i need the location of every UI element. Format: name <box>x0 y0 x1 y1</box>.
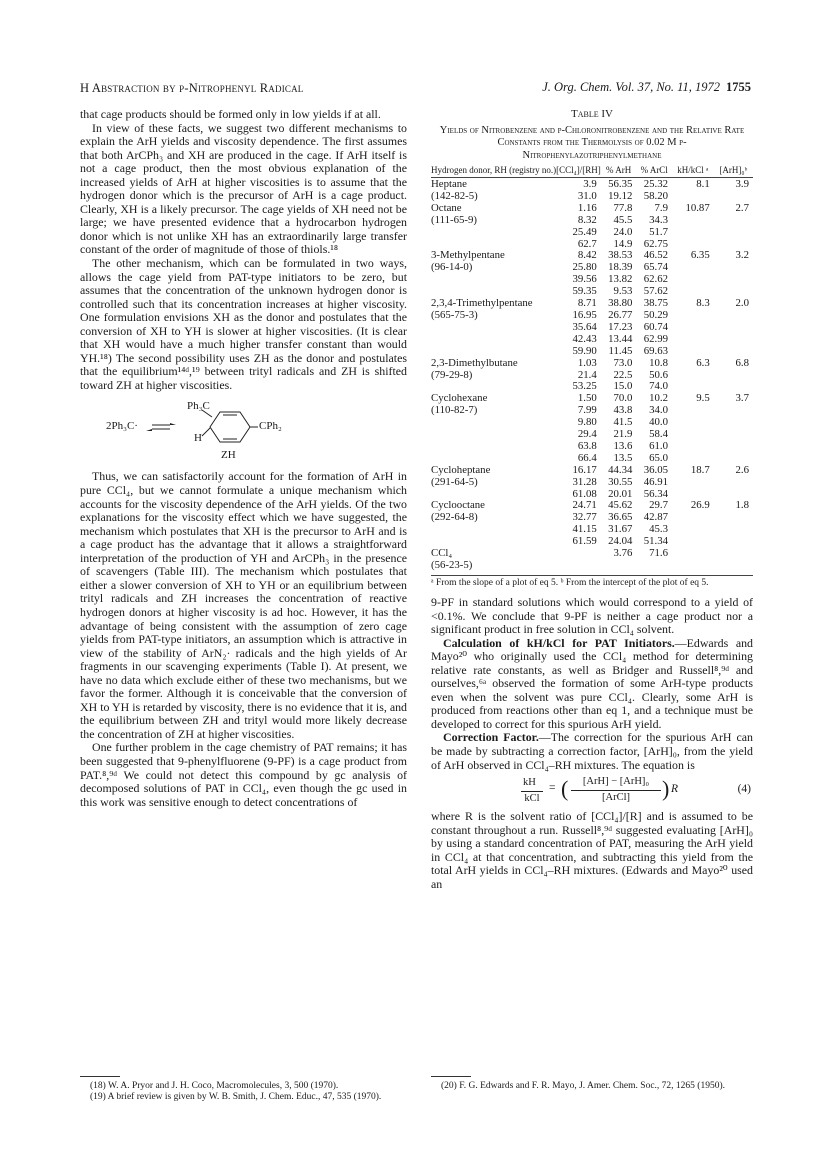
journal-header <box>542 80 751 95</box>
value-cell: 39.56 <box>572 273 597 286</box>
page-number: 1755 <box>726 80 751 94</box>
donor-cell: Heptane <box>431 178 467 190</box>
value-cell <box>714 322 753 334</box>
eq-lhs-num: kH <box>523 777 536 789</box>
running-title: H Abstraction by p-Nitrophenyl Radical <box>80 81 304 95</box>
table-row <box>431 334 753 346</box>
value-cell: 61.08 <box>572 487 597 500</box>
eq-number: (4) <box>737 783 751 796</box>
section-text: —The correction for the spurious ArH can be made by subtracting a correction factor, [ArH]₀, from the yield of ArH observed in CCl₄–RH mixtures. The equation is <box>431 730 753 772</box>
value-cell: 74.0 <box>649 380 669 393</box>
value-cell: 10.8 <box>649 356 669 369</box>
value-cell: 59.90 <box>572 344 597 357</box>
value-cell <box>672 477 714 489</box>
scheme-h-label: H <box>194 432 202 445</box>
donor-cell <box>431 441 556 453</box>
value-cell: 62.99 <box>643 332 669 345</box>
table-header-row <box>431 165 753 178</box>
value-cell <box>672 322 714 334</box>
value-cell: 8.42 <box>577 249 597 262</box>
value-cell: 61.0 <box>649 439 669 452</box>
eq-equals: = <box>549 782 556 795</box>
value-cell: 15.0 <box>613 380 633 393</box>
value-cell <box>714 560 753 572</box>
paragraph: The other mechanism, which can be formulated in two ways, allows the cage yield from PAT-type initiators to be zero, but assumes that the concentration of the unknown hydrogen donor is controlled such that its concentration increases at higher viscosity. One formulation envisions XH as the donor and postulates that the conversion of XH to YH is slower at higher viscosities. (It is clear that XH would have a much higher transfer constant than would YH.¹⁸) The second possibility uses ZH as the donor and postulates that the equilibrium¹⁴ᵈ,¹⁹ between trityl radicals and ZH is shifted toward ZH at higher viscosities. <box>80 256 407 392</box>
scheme-product-label: ZH <box>221 449 236 462</box>
eq-factor: R <box>671 783 679 796</box>
value-cell: 14.9 <box>613 237 633 250</box>
value-cell: 70.0 <box>613 392 633 405</box>
value-cell: 38.53 <box>608 249 633 262</box>
value-cell: 46.91 <box>643 475 669 488</box>
value-cell <box>714 262 753 274</box>
value-cell: 42.43 <box>572 332 597 345</box>
value-cell: 34.3 <box>649 213 669 226</box>
value-cell <box>672 334 714 346</box>
value-cell <box>714 215 753 227</box>
paragraph: One further problem in the cage chemistry of PAT remains; it has been suggested that 9-phenylfluorene (9-PF) is a cage product from PAT.⁸,⁹ᵈ We could not detect this compound by gc analysis of decomposed solutions of PAT in CCl₄, even though the gc used in this work was sensitive enough to detect concentrations of <box>80 740 407 809</box>
table-row <box>431 560 753 572</box>
value-cell <box>714 441 753 453</box>
value-cell <box>636 560 672 572</box>
value-cell <box>672 441 714 453</box>
value-cell: 31.67 <box>608 523 633 536</box>
paragraph <box>431 731 753 772</box>
donor-cell: (110-82-7) <box>431 404 478 417</box>
value-cell: 9.80 <box>577 416 597 429</box>
value-cell: 50.29 <box>643 308 669 321</box>
donor-cell <box>431 274 556 286</box>
value-cell <box>672 536 714 548</box>
right-column-text <box>431 596 753 891</box>
value-cell: 8.3 <box>696 297 710 310</box>
eq-right-paren: ) <box>662 776 670 802</box>
paragraph: where R is the solvent ratio of [CCl₄]/[R] and is assumed to be constant throughout a run. Russell⁸,⁹ᵈ suggested evaluating [ArH]₀ by using a standard concentration of PAT, measuring the ArH yield in CCl₄ at that concentration, and subtracting this yield from the total ArH yields in CCl₄–RH mixtures. (Edwards and Mayo²⁰ used an <box>431 809 753 891</box>
value-cell: 69.63 <box>643 344 669 357</box>
value-cell <box>672 262 714 274</box>
value-cell: 17.23 <box>608 320 633 333</box>
value-cell: 38.80 <box>608 297 633 310</box>
section-heading: Calculation of kH/kCl for PAT Initiators. <box>443 635 675 650</box>
value-cell: 66.4 <box>577 451 597 464</box>
value-cell: 65.74 <box>643 261 669 274</box>
value-cell <box>672 548 714 560</box>
col-header: % ArH <box>601 165 637 178</box>
value-cell: 53.25 <box>572 380 597 393</box>
table-row <box>431 477 753 489</box>
paragraph: Thus, we can satisfactorily account for the formation of ArH in pure CCl₄, but we cannot formulate a unique mechanism which accounts for the viscosity dependence of the ArH yields. Of the two explanations for the viscosity effect which we have suggested, the mechanism which postulates that XH is the precursor to ArH and is a cage product has the advantage that it allows a straightforward interpretation of the production of YH and ArCPh₃ in the presence of scavengers (Table III). The mechanism which postulates that either a slower conversion of XH to YH or an equilibrium between trityl radicals and ZH increases the concentration of reactive hydrogen donors at higher viscosity is ad hoc. However, it has the advantage of being consistent with the assumption of zero cage yields from PAT-type initiators, an assumption which is attractive in view of the stability of ArN₂· radicals and the high yields of Ar fragments in our scavenging experiments (Table I). At present, we have no data which exclude either of these two mechanisms, but we favor the former. Although it is conceivable that the conversion of XH to YH is retarded by viscosity, there is no evidence that it is, and the equilibrium between ZH and trityl would more likely decrease the concentration of ZH at higher viscosities. <box>80 469 407 741</box>
value-cell: 9.5 <box>696 392 710 405</box>
value-cell <box>714 548 753 560</box>
donor-cell: Octane <box>431 201 462 214</box>
value-cell: 13.6 <box>613 439 633 452</box>
value-cell: 58.20 <box>643 189 669 202</box>
table-row <box>431 178 753 191</box>
scheme-top-group: Ph₃C <box>187 400 210 413</box>
value-cell: 77.8 <box>613 201 633 214</box>
value-cell <box>672 405 714 417</box>
value-cell: 16.95 <box>572 308 597 321</box>
paragraph <box>431 637 753 732</box>
value-cell: 13.5 <box>613 451 633 464</box>
donor-cell: (111-65-9) <box>431 213 477 226</box>
value-cell: 18.7 <box>690 463 710 476</box>
footnote: (20) F. G. Edwards and F. R. Mayo, J. Amer. Chem. Soc., 72, 1265 (1950). <box>441 1081 725 1091</box>
donor-cell: Cycloheptane <box>431 463 491 476</box>
value-cell: 21.9 <box>613 428 633 441</box>
donor-cell: 2,3-Dimethylbutane <box>431 356 518 369</box>
value-cell <box>556 548 601 560</box>
value-cell: 34.0 <box>649 404 669 417</box>
value-cell <box>714 453 753 465</box>
value-cell: 42.87 <box>643 511 669 524</box>
value-cell: 24.0 <box>613 225 633 238</box>
value-cell: 2.0 <box>735 297 749 310</box>
table-iv <box>431 108 753 589</box>
value-cell: 1.8 <box>735 499 749 512</box>
footnote-rule <box>80 1076 120 1077</box>
footnote-rule <box>431 1076 471 1077</box>
value-cell <box>714 274 753 286</box>
value-cell: 40.0 <box>649 416 669 429</box>
value-cell: 1.16 <box>577 201 597 214</box>
value-cell: 51.7 <box>649 225 669 238</box>
scheme-reactant: 2Ph₃C· <box>106 420 138 433</box>
value-cell <box>672 512 714 524</box>
table-row <box>431 465 753 477</box>
value-cell: 11.45 <box>608 344 633 357</box>
donor-cell: 2,3,4-Trimethylpentane <box>431 297 533 310</box>
value-cell: 24.04 <box>608 535 633 548</box>
value-cell <box>714 334 753 346</box>
value-cell <box>672 227 714 239</box>
value-cell: 26.9 <box>690 499 710 512</box>
table-row <box>431 358 753 370</box>
right-footnote <box>431 1081 753 1092</box>
value-cell: 25.80 <box>572 261 597 274</box>
value-cell <box>714 524 753 536</box>
donor-cell <box>431 334 556 346</box>
value-cell: 62.62 <box>643 273 669 286</box>
donor-cell: (96-14-0) <box>431 261 473 274</box>
value-cell: 59.35 <box>572 285 597 298</box>
left-footnotes <box>80 1081 407 1103</box>
donor-cell: Cyclohexane <box>431 392 488 405</box>
donor-cell: 3-Methylpentane <box>431 249 505 262</box>
value-cell: 63.8 <box>577 439 597 452</box>
value-cell: 18.39 <box>608 261 633 274</box>
value-cell: 24.71 <box>572 499 597 512</box>
value-cell: 20.01 <box>608 487 633 500</box>
value-cell <box>714 370 753 382</box>
eq-left-paren: ( <box>561 776 569 802</box>
value-cell: 32.77 <box>572 511 597 524</box>
value-cell <box>714 227 753 239</box>
value-cell: 2.6 <box>735 463 749 476</box>
donor-cell: (292-64-8) <box>431 511 478 524</box>
left-column <box>80 108 407 809</box>
eq-lhs-den: kCl <box>521 791 543 806</box>
col-header: [ArH]₀ᵇ <box>714 165 753 178</box>
value-cell: 50.6 <box>649 368 669 381</box>
value-cell <box>714 512 753 524</box>
table-row <box>431 322 753 334</box>
value-cell: 41.5 <box>613 416 633 429</box>
table-caption: Yields of Nitrobenzene and p-Chloronitrobenzene and the Relative Rate Constants from the Thermolysis of 0.02 M p-Nitrophenylazotriphenylmethane <box>439 124 745 161</box>
value-cell <box>714 417 753 429</box>
equation-4 <box>431 772 753 810</box>
value-cell: 62.7 <box>577 237 597 250</box>
value-cell: 6.35 <box>690 249 710 262</box>
donor-cell: Cyclooctane <box>431 499 485 512</box>
table-row <box>431 227 753 239</box>
value-cell <box>672 310 714 322</box>
value-cell: 3.7 <box>735 392 749 405</box>
value-cell: 43.8 <box>613 404 633 417</box>
value-cell: 19.12 <box>608 189 633 202</box>
donor-cell: (565-75-3) <box>431 308 478 321</box>
value-cell: 56.35 <box>608 178 633 190</box>
value-cell: 2.7 <box>735 201 749 214</box>
footnote: (19) A brief review is given by W. B. Smith, J. Chem. Educ., 47, 535 (1970). <box>90 1092 382 1102</box>
value-cell: 22.5 <box>613 368 633 381</box>
donor-cell <box>431 524 556 536</box>
value-cell: 21.4 <box>577 368 597 381</box>
col-header: Hydrogen donor, RH (registry no.) <box>431 165 556 178</box>
col-header: [CCl₄]/[RH] <box>556 165 601 178</box>
table-row <box>431 346 753 358</box>
table-note: ᵃ From the slope of a plot of eq 5. ᵇ From the intercept of the plot of eq 5. <box>431 575 753 589</box>
value-cell: 31.0 <box>577 189 597 202</box>
yields-table <box>431 165 753 572</box>
eq-rhs-den: [ArCl] <box>571 790 661 805</box>
value-cell <box>714 346 753 358</box>
equilibrium-scheme <box>80 398 407 460</box>
value-cell: 8.71 <box>577 297 597 310</box>
value-cell: 30.55 <box>608 475 633 488</box>
paragraph: that cage products should be formed only in low yields if at all. <box>80 107 381 121</box>
value-cell: 60.74 <box>643 320 669 333</box>
donor-cell: (56-23-5) <box>431 559 473 571</box>
value-cell: 45.5 <box>613 213 633 226</box>
value-cell <box>672 417 714 429</box>
value-cell <box>714 429 753 441</box>
value-cell: 26.77 <box>608 308 633 321</box>
table-row <box>431 453 753 465</box>
value-cell: 10.87 <box>685 201 710 214</box>
donor-cell: CCl₄ <box>431 547 453 560</box>
value-cell: 51.34 <box>643 535 669 548</box>
value-cell: 8.1 <box>696 178 710 190</box>
value-cell: 9.53 <box>613 285 633 298</box>
value-cell: 41.15 <box>572 523 597 536</box>
donor-cell <box>431 346 556 358</box>
value-cell: 6.8 <box>735 356 749 369</box>
value-cell: 7.9 <box>654 201 669 214</box>
value-cell <box>672 274 714 286</box>
value-cell: 3.76 <box>613 547 633 560</box>
value-cell: 3.9 <box>583 178 597 190</box>
donor-cell: (291-64-5) <box>431 475 478 488</box>
donor-cell <box>431 453 556 465</box>
value-cell <box>672 560 714 572</box>
value-cell <box>672 453 714 465</box>
value-cell <box>714 536 753 548</box>
journal-citation: J. Org. Chem. Vol. 37, No. 11, 1972 <box>542 80 720 94</box>
value-cell <box>672 346 714 358</box>
scheme-right-group: CPh₂ <box>259 420 282 433</box>
value-cell: 3.9 <box>735 178 749 190</box>
value-cell: 36.65 <box>608 511 633 524</box>
value-cell: 38.75 <box>643 297 669 310</box>
value-cell: 65.0 <box>649 451 669 464</box>
section-heading: Correction Factor. <box>443 730 539 745</box>
value-cell: 13.82 <box>608 273 633 286</box>
value-cell: 16.17 <box>572 463 597 476</box>
value-cell: 44.34 <box>608 463 633 476</box>
footnote: (18) W. A. Pryor and J. H. Coco, Macromolecules, 3, 500 (1970). <box>90 1081 339 1091</box>
donor-cell <box>431 417 556 429</box>
value-cell <box>672 370 714 382</box>
paragraph: 9-PF in standard solutions which would correspond to a yield of <0.1%. We conclude that 9-PF is neither a cage product nor a significant product in free solution in CCl₄ solvent. <box>431 595 753 637</box>
value-cell: 57.62 <box>643 285 669 298</box>
value-cell: 56.34 <box>643 487 669 500</box>
table-row <box>431 548 753 560</box>
donor-cell: (79-29-8) <box>431 368 473 381</box>
table-row <box>431 215 753 227</box>
donor-cell <box>431 429 556 441</box>
value-cell: 36.05 <box>643 463 669 476</box>
value-cell: 73.0 <box>613 356 633 369</box>
value-cell: 10.2 <box>649 392 669 405</box>
value-cell: 45.3 <box>649 523 669 536</box>
value-cell: 61.59 <box>572 535 597 548</box>
col-header: % ArCl <box>636 165 672 178</box>
table-title: Table IV <box>571 108 613 120</box>
donor-cell <box>431 227 556 239</box>
value-cell: 1.50 <box>577 392 597 405</box>
value-cell: 31.28 <box>572 475 597 488</box>
value-cell: 45.62 <box>608 499 633 512</box>
value-cell: 58.4 <box>649 428 669 441</box>
value-cell: 25.32 <box>643 178 669 190</box>
donor-cell <box>431 322 556 334</box>
value-cell: 35.64 <box>572 320 597 333</box>
value-cell <box>672 524 714 536</box>
value-cell: 46.52 <box>643 249 669 262</box>
value-cell: 1.03 <box>577 356 597 369</box>
paragraph: In view of these facts, we suggest two different mechanisms to explain the ArH yields and viscosity dependence. The first assumes that both ArCPh₃ and XH are produced in the cage. If ArH itself is not a cage product, then the most obvious explanation of the increased yields of ArH at higher viscosities is to assume that the hydrogen donor which is the precursor of ArH is a cage product. Clearly, XH is a likely precursor. The cage yields of XH need not be large; we have presented evidence that a hydrocarbon hydrogen donor which is not unlike XH has an extraordinarily large transfer constant of the order of magnitude of those of thiols.¹⁸ <box>80 120 407 257</box>
value-cell <box>672 215 714 227</box>
value-cell: 6.3 <box>696 356 710 369</box>
value-cell: 13.44 <box>608 332 633 345</box>
value-cell: 25.49 <box>572 225 597 238</box>
value-cell: 29.4 <box>577 428 597 441</box>
donor-cell: (142-82-5) <box>431 189 478 202</box>
value-cell: 3.2 <box>735 249 749 262</box>
value-cell: 62.75 <box>643 237 669 250</box>
eq-rhs-num: [ArH] − [ArH]₀ <box>582 776 650 788</box>
value-cell: 29.7 <box>649 499 669 512</box>
value-cell <box>601 560 637 572</box>
section-text: —Edwards and Mayo²⁰ who originally used the CCl₄ method for determining relative rate constants, as well as Bridger and Russell⁸,⁹ᵈ and ourselves,⁶ᵃ observed the formation of some ArH-type products even when the solvent was pure CCl₄. Clearly, some ArH is produced from reactions other than eq 1, and a technique must be developed to correct for this spurious ArH yield. <box>431 635 753 731</box>
value-cell <box>672 429 714 441</box>
table-row <box>431 536 753 548</box>
scheme-drawing <box>80 398 407 460</box>
value-cell <box>556 560 601 572</box>
col-header: kH/kCl ᵃ <box>672 165 714 178</box>
value-cell <box>714 405 753 417</box>
value-cell: 7.99 <box>577 404 597 417</box>
value-cell: 71.6 <box>649 547 669 560</box>
table-row <box>431 203 753 215</box>
value-cell <box>714 310 753 322</box>
value-cell <box>714 477 753 489</box>
value-cell: 8.32 <box>577 213 597 226</box>
